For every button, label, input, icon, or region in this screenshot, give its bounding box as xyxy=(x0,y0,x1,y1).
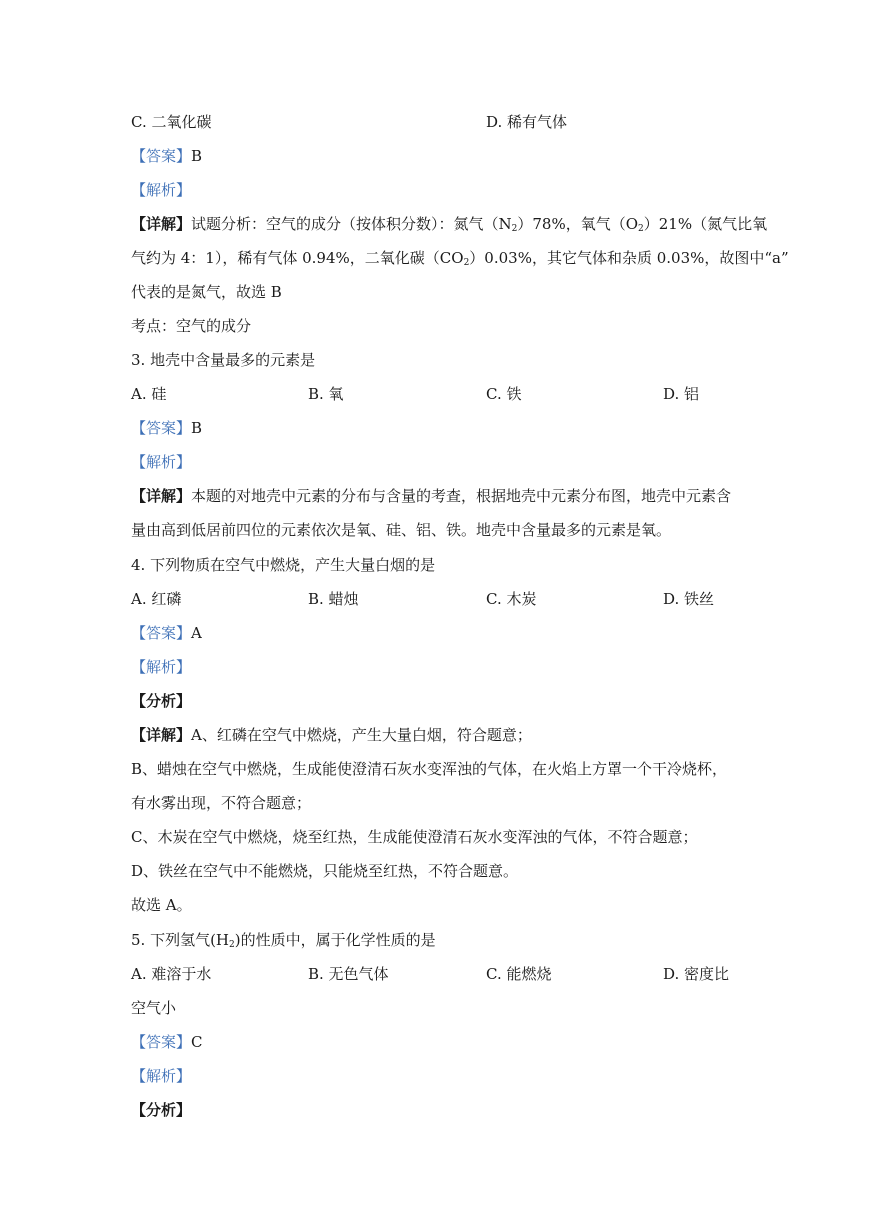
q4-stem: 4. 下列物质在空气中燃烧，产生大量白烟的是 xyxy=(131,556,436,574)
q2-detail-line-1 xyxy=(131,213,768,235)
answer-tag: 【答案】 xyxy=(131,1033,192,1051)
q4-option-b: B. 蜡烛 xyxy=(308,590,359,608)
q5-option-d-continued: 空气小 xyxy=(131,999,177,1017)
detail-text: ）78%，氧气（O xyxy=(517,215,639,233)
q5-stem xyxy=(131,929,751,951)
analysis-tag: 【解析】 xyxy=(131,658,192,676)
q3-answer xyxy=(131,417,751,439)
q4-option-a: A. 红磷 xyxy=(131,590,182,608)
q5-fenxi xyxy=(131,1099,751,1121)
subscript: 2 xyxy=(511,224,518,234)
q4-detail-b1: B、蜡烛在空气中燃烧，生成能使澄清石灰水变浑浊的气体，在火焰上方罩一个干冷烧杯， xyxy=(131,760,728,778)
analysis-tag: 【解析】 xyxy=(131,453,192,471)
subscript: 2 xyxy=(229,940,235,950)
q5-option-a: A. 难溶于水 xyxy=(131,965,212,983)
q4-answer xyxy=(131,622,751,644)
detail-tag: 【详解】 xyxy=(131,726,192,744)
fenxi-tag: 【分析】 xyxy=(131,692,192,710)
q2-detail-line-2 xyxy=(131,247,789,269)
answer-value: A xyxy=(191,624,202,642)
q5-option-b: B. 无色气体 xyxy=(308,965,389,983)
q2-kaodian: 考点：空气的成分 xyxy=(131,317,252,335)
subscript: 2 xyxy=(463,258,470,268)
q5-answer xyxy=(131,1031,751,1053)
detail-text: 本题的对地壳中元素的分布与含量的考查，根据地壳中元素分布图，地壳中元素含 xyxy=(191,487,732,505)
analysis-tag: 【解析】 xyxy=(131,181,192,199)
analysis-tag: 【解析】 xyxy=(131,1067,192,1085)
q3-analysis xyxy=(131,451,751,473)
q4-detail-b2: 有水雾出现，不符合题意； xyxy=(131,794,312,812)
q4-detail-a xyxy=(131,724,751,746)
answer-value: B xyxy=(191,147,203,165)
q3-option-d: D. 铝 xyxy=(663,385,700,403)
stem-text: 5. 下列氢气(H xyxy=(131,931,230,949)
q3-detail-line-1 xyxy=(131,485,751,507)
q2-option-d: D. 稀有气体 xyxy=(486,113,568,131)
q4-detail-c: C、木炭在空气中燃烧，烧至红热，生成能使澄清石灰水变浑浊的气体，不符合题意； xyxy=(131,828,698,846)
q4-analysis xyxy=(131,656,751,678)
q2-answer xyxy=(131,145,751,167)
q3-option-c: C. 铁 xyxy=(486,385,522,403)
stem-text: )的性质中，属于化学性质的是 xyxy=(234,931,436,949)
answer-tag: 【答案】 xyxy=(131,419,192,437)
q5-option-d: D. 密度比 xyxy=(663,965,730,983)
q2-analysis xyxy=(131,179,751,201)
q3-detail-line-2: 量由高到低居前四位的元素依次是氧、硅、铝、铁。地壳中含量最多的元素是氧。 xyxy=(131,521,672,539)
detail-tag: 【详解】 xyxy=(131,215,192,233)
fenxi-tag: 【分析】 xyxy=(131,1101,192,1119)
q4-fenxi xyxy=(131,690,751,712)
answer-tag: 【答案】 xyxy=(131,147,192,165)
answer-tag: 【答案】 xyxy=(131,624,192,642)
q2-detail-line-3: 代表的是氮气，故选 B xyxy=(131,283,282,301)
detail-text: A、红磷在空气中燃烧，产生大量白烟，符合题意； xyxy=(191,726,532,744)
detail-text: ）21%（氮气比氧 xyxy=(643,215,768,233)
detail-tag: 【详解】 xyxy=(131,487,192,505)
q4-option-c: C. 木炭 xyxy=(486,590,537,608)
q4-option-d: D. 铁丝 xyxy=(663,590,715,608)
answer-value: B xyxy=(191,419,203,437)
answer-value: C xyxy=(191,1033,203,1051)
q4-detail-d: D、铁丝在空气中不能燃烧，只能烧至红热，不符合题意。 xyxy=(131,862,519,880)
detail-text: 气约为 4：1），稀有气体 0.94%，二氧化碳（CO xyxy=(131,249,464,267)
detail-text: ）0.03%，其它气体和杂质 0.03%，故图中“a” xyxy=(469,249,789,267)
q5-option-c: C. 能燃烧 xyxy=(486,965,552,983)
q3-option-a: A. 硅 xyxy=(131,385,167,403)
subscript: 2 xyxy=(638,224,644,234)
q4-conclusion: 故选 A。 xyxy=(131,896,192,914)
q2-option-c: C. 二氧化碳 xyxy=(131,113,212,131)
q3-stem: 3. 地壳中含量最多的元素是 xyxy=(131,351,316,369)
q3-option-b: B. 氧 xyxy=(308,385,344,403)
detail-text: 试题分析：空气的成分（按体积分数）：氮气（N xyxy=(191,215,512,233)
q5-analysis xyxy=(131,1065,751,1087)
